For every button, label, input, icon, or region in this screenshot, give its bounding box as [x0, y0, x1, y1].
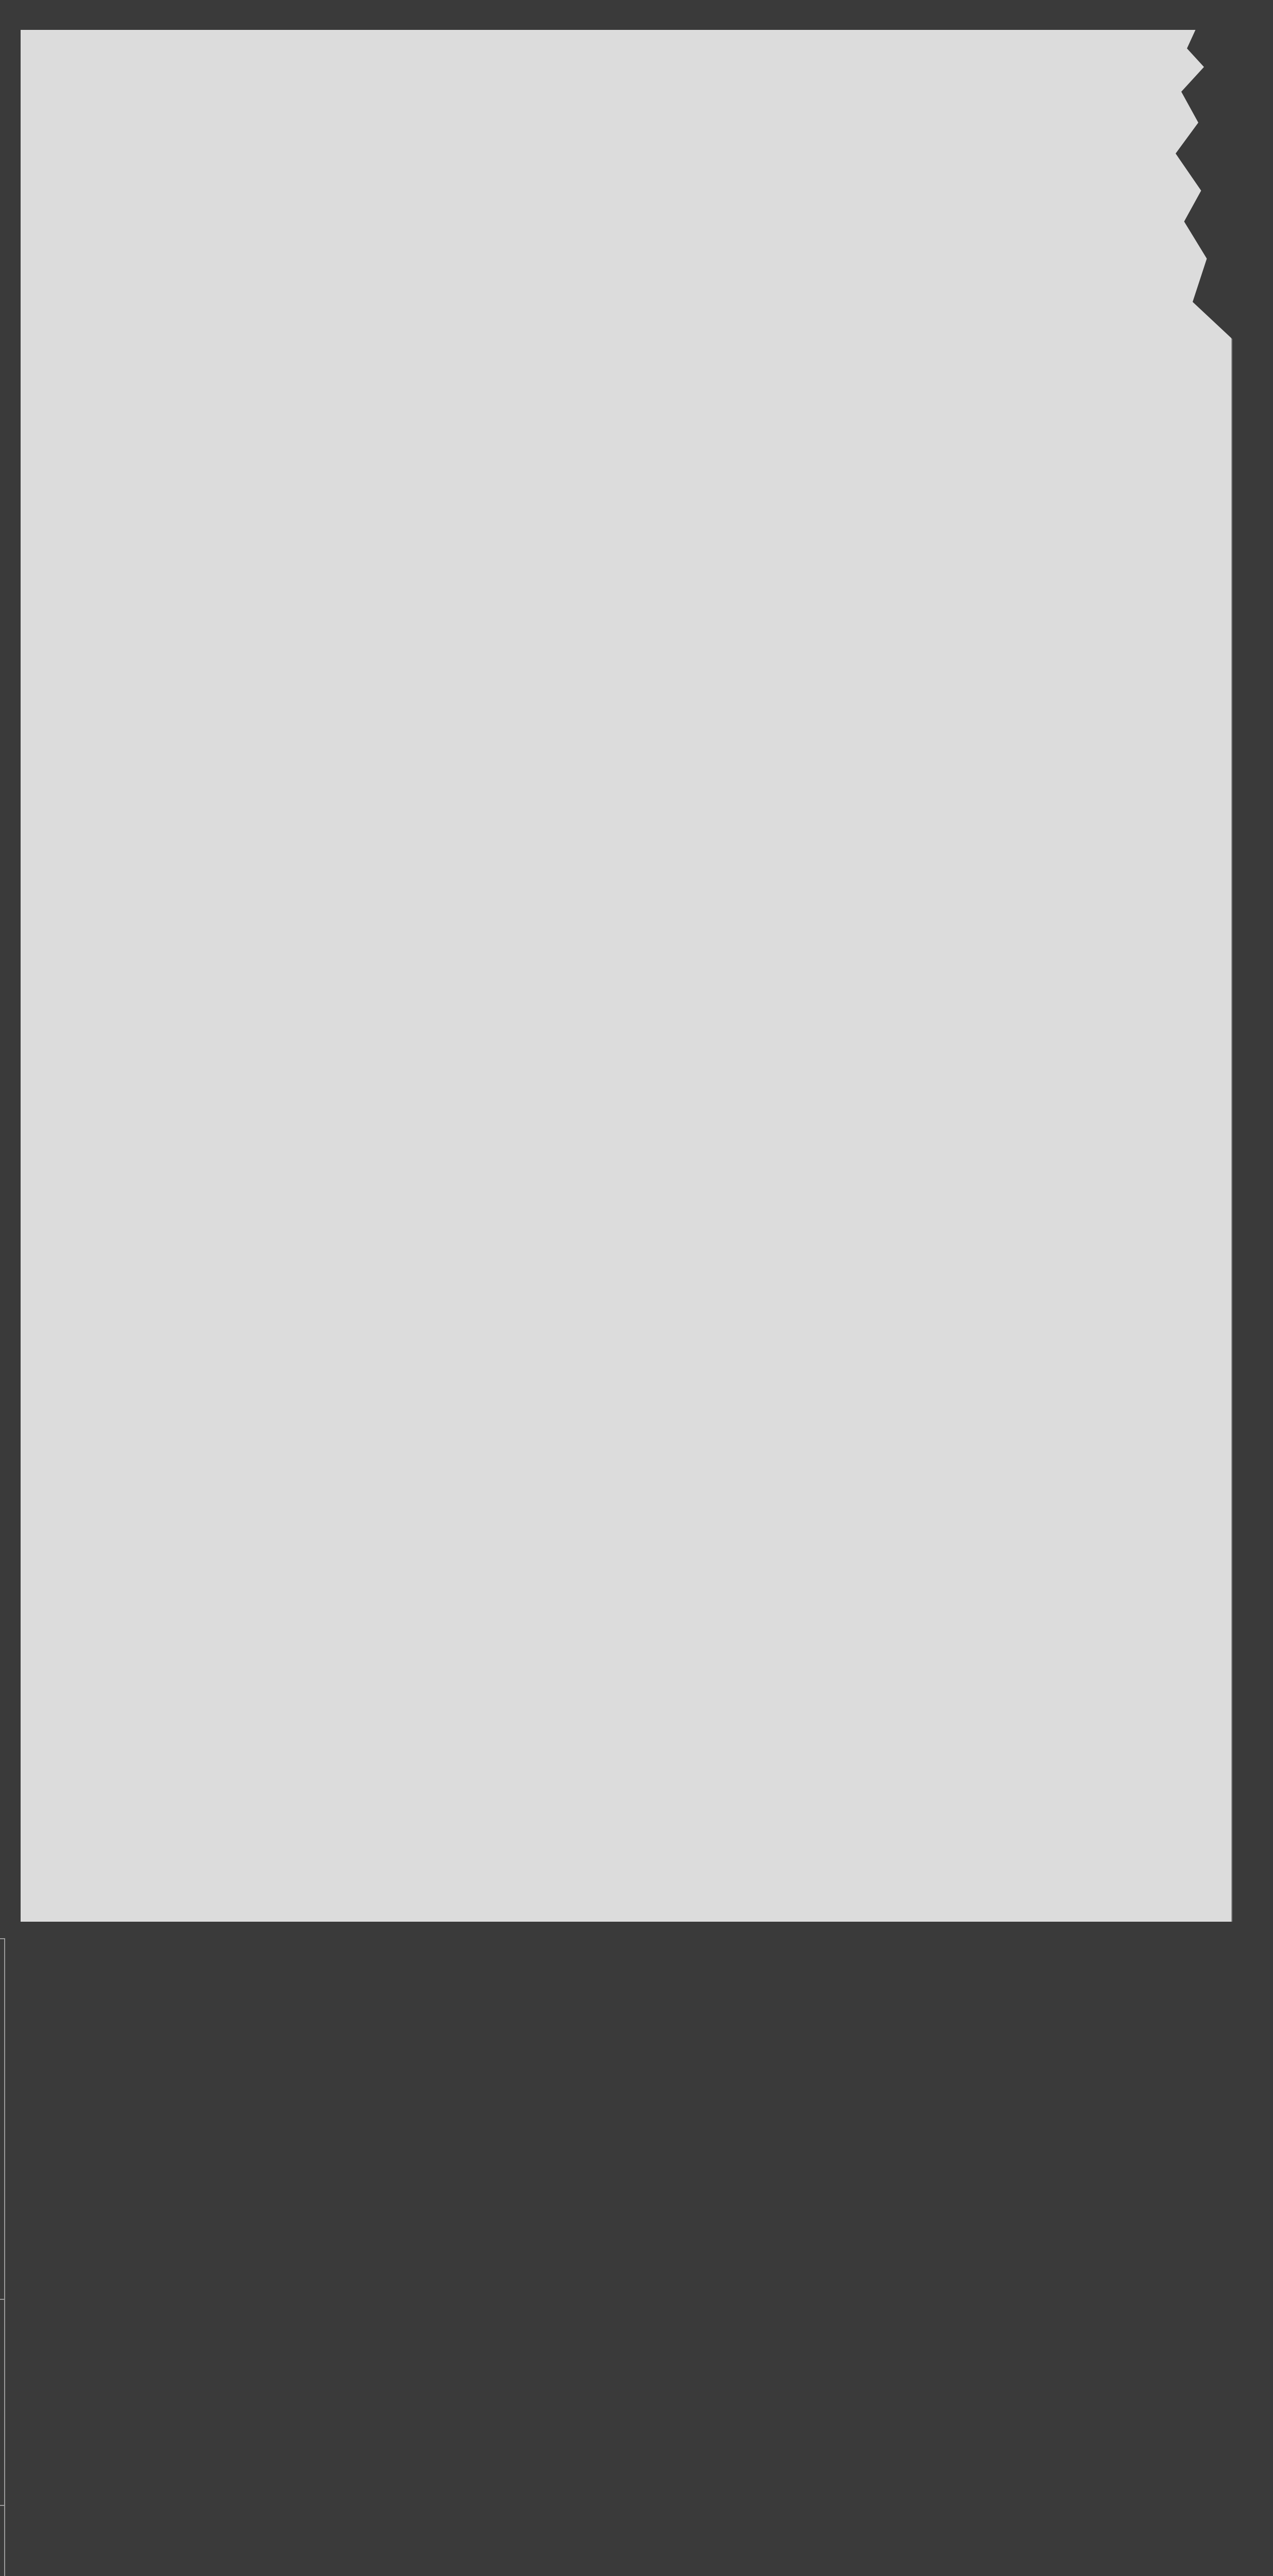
- form-canvas: [0, 1922, 21, 2576]
- rotated-form: [0, 30, 21, 1241]
- table-column-rule: [0, 2505, 5, 2506]
- document-page: [21, 30, 1232, 1922]
- table-column-rule: [0, 2299, 5, 2300]
- crew-table: [0, 1938, 5, 2576]
